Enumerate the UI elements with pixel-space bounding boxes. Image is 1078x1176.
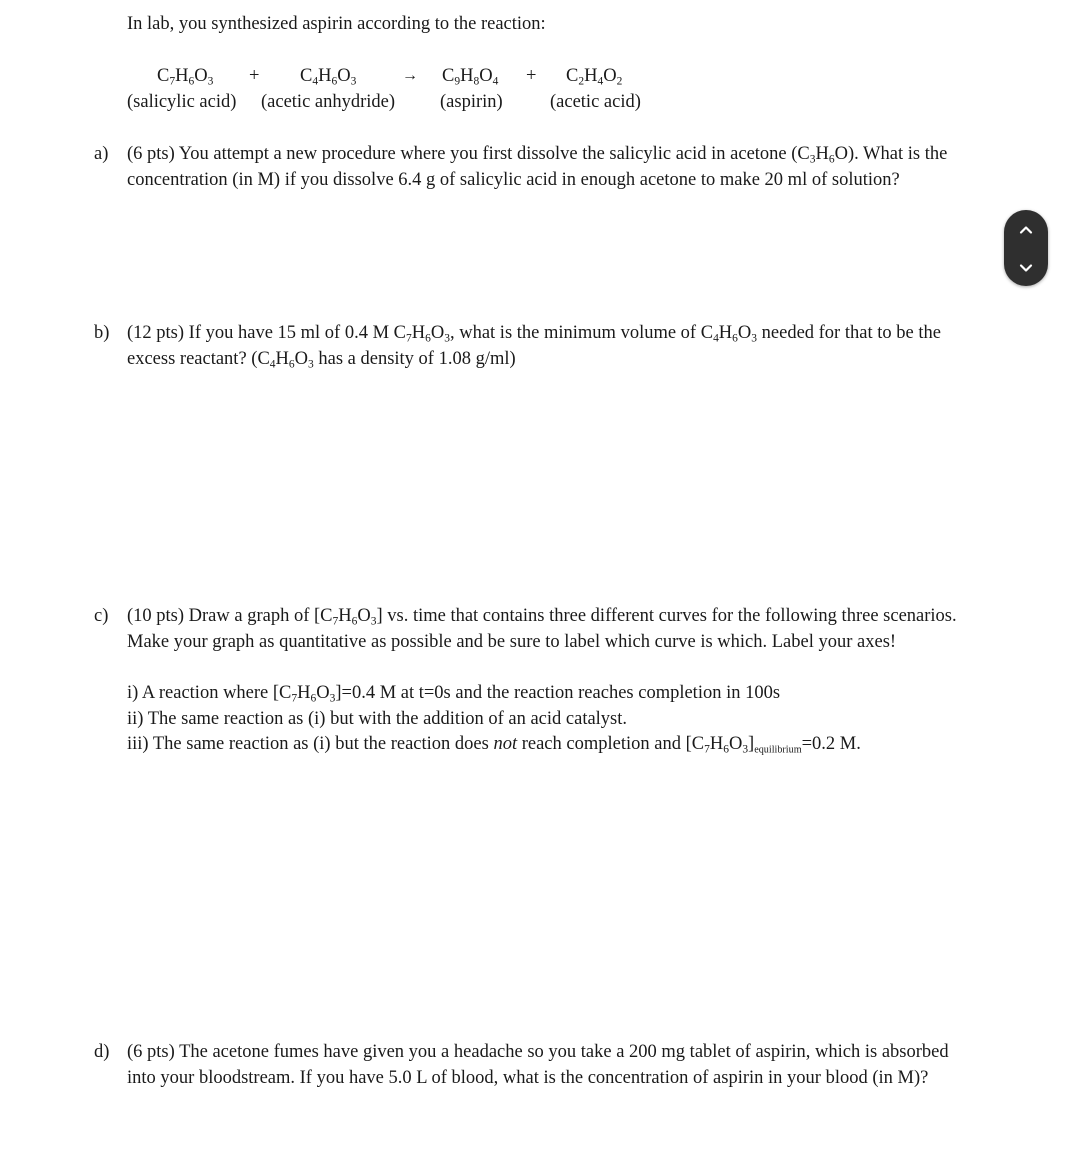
question-text: (12 pts) If you have 15 ml of 0.4 M $C_7H_6O_3$, what is the minimum volume of $C_4H_6O_3$ needed for that to be the: [127, 323, 941, 345]
question-text: excess reactant? ($C_4H_6O_3$ has a density of 1.08 g/ml): [127, 349, 516, 371]
reactant1-formula: $C_7H_6O_3$: [157, 66, 214, 88]
intro-text: In lab, you synthesized aspirin according to the reaction:: [127, 14, 546, 34]
product1-name: (aspirin): [440, 92, 503, 112]
page-navigator: [1004, 210, 1048, 286]
plus-sign: +: [526, 66, 537, 86]
question-text: (6 pts) The acetone fumes have given you a headache so you take a 200 mg tablet of aspirin, which is absorbed: [127, 1042, 949, 1062]
reactant1-name: (salicylic acid): [127, 92, 237, 112]
question-marker: b): [94, 323, 110, 343]
reactant2-name: (acetic anhydride): [261, 92, 396, 112]
scenario-ii: ii) The same reaction as (i) but with the addition of an acid catalyst.: [127, 709, 628, 729]
page-down-button[interactable]: [1004, 248, 1048, 286]
question-marker: d): [94, 1042, 110, 1062]
chevron-down-icon: [1018, 260, 1034, 276]
page-up-button[interactable]: [1004, 210, 1048, 248]
reaction-arrow: →: [402, 67, 418, 84]
chevron-up-icon: [1018, 222, 1034, 238]
product2-formula: $C_2H_4O_2$: [566, 66, 623, 88]
scenario-i: i) A reaction where $[C_7H_6O_3]=0.4$ M at t=0s and the reaction reaches completion in 100s: [127, 683, 781, 705]
reactant2-formula: $C_4H_6O_3$: [300, 66, 357, 88]
question-text: (6 pts) You attempt a new procedure where you first dissolve the salicylic acid in acetone $(C_3H_6O)$. What is the: [127, 144, 948, 166]
plus-sign: +: [249, 66, 260, 86]
question-text: concentration (in M) if you dissolve 6.4 g of salicylic acid in enough acetone to make 20 ml of solution?: [127, 170, 900, 190]
product2-name: (acetic acid): [550, 92, 641, 112]
question-marker: c): [94, 606, 109, 626]
question-text: (10 pts) Draw a graph of $[C_7H_6O_3]$ vs. time that contains three different curves for the following three scenarios.: [127, 606, 957, 628]
question-marker: a): [94, 144, 109, 164]
question-text: into your bloodstream. If you have 5.0 L of blood, what is the concentration of aspirin in your blood (in M)?: [127, 1068, 929, 1088]
product1-formula: $C_9H_8O_4$: [442, 66, 499, 88]
scenario-iii: iii) The same reaction as (i) but the reaction does not reach completion and $[C_7H_6O_3]_{equilibrium}=0.2$ M.: [127, 734, 861, 756]
question-text: Make your graph as quantitative as possible and be sure to label which curve is which. Label your axes!: [127, 632, 897, 652]
